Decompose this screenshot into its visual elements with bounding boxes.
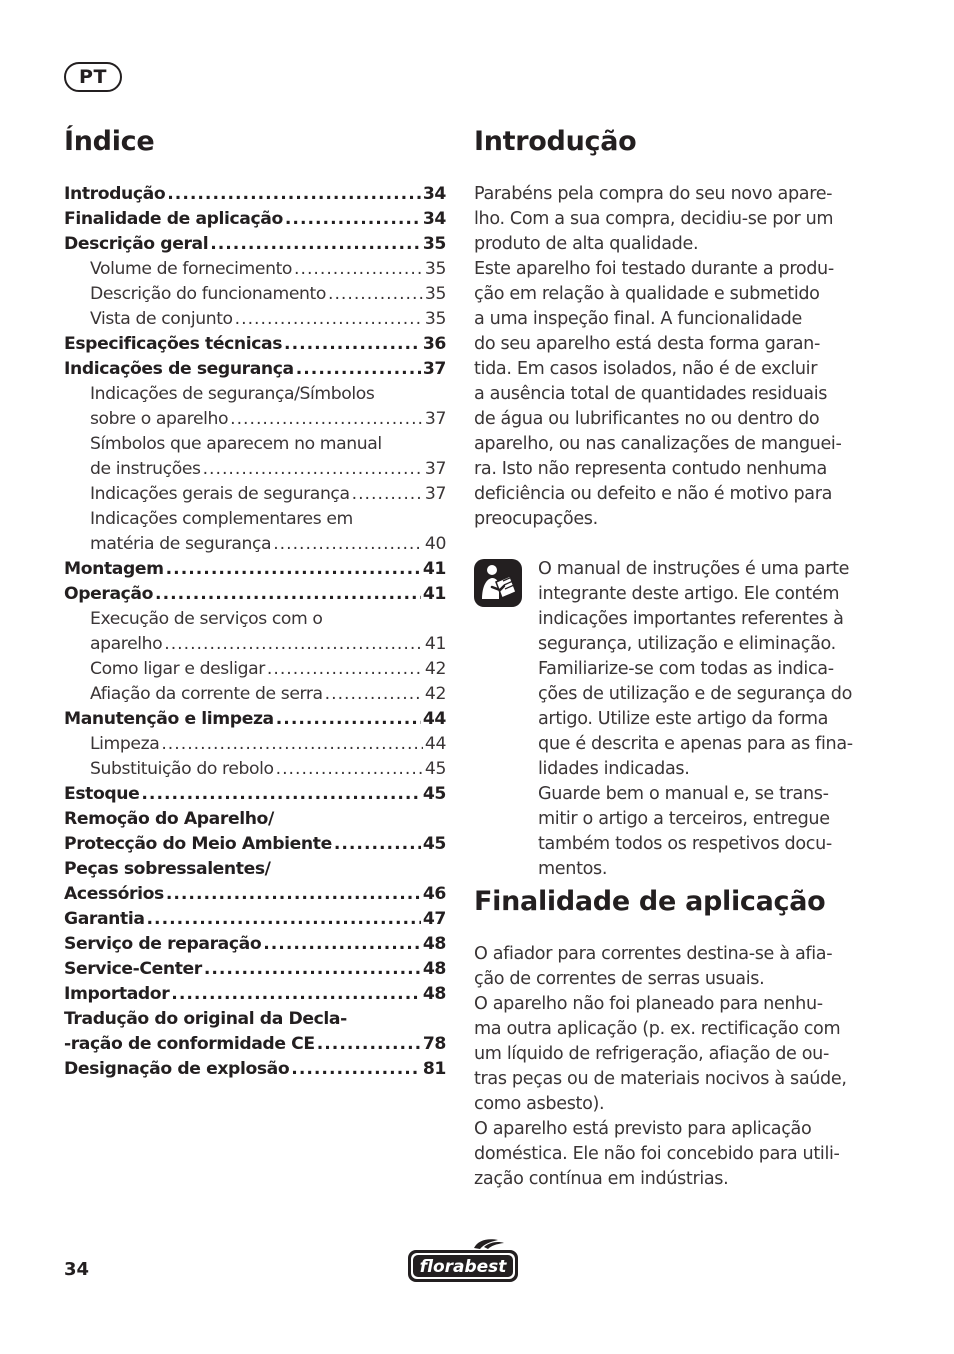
text-line: integrante deste artigo. Ele contém	[538, 584, 840, 604]
toc-entry-title: Acessórios	[64, 884, 164, 904]
toc-entry	[64, 257, 446, 282]
toc-entry	[64, 832, 446, 857]
text-line: O afiador para correntes destina-se à afia-	[474, 944, 833, 964]
toc-entry-page: 37	[422, 359, 446, 379]
toc-leader-dots	[273, 532, 423, 557]
toc-entry-page: 44	[422, 709, 446, 729]
toc-entry-title: aparelho	[90, 634, 163, 654]
text-line: de água ou lubrificantes no ou dentro do	[474, 409, 820, 429]
toc-leader-dots	[230, 407, 423, 432]
toc-entry-page: 47	[422, 909, 446, 929]
language-badge: PT	[64, 62, 122, 92]
toc-leader-dots	[147, 907, 421, 932]
toc-entry	[64, 782, 446, 807]
toc-entry	[64, 807, 446, 832]
toc-list	[64, 182, 446, 1082]
toc-entry-title: Indicações de segurança/Símbolos	[90, 384, 375, 404]
toc-leader-dots	[171, 982, 421, 1007]
toc-leader-dots	[285, 207, 421, 232]
text-line: ção em relação à qualidade e submetido	[474, 284, 820, 304]
content-column	[474, 122, 894, 1192]
page-number: 34	[64, 1259, 90, 1280]
text-line: tida. Em casos isolados, não é de excluir	[474, 359, 818, 379]
text-line: tras peças ou de materiais nocivos à saúde,	[474, 1069, 847, 1089]
toc-entry-title: Protecção do Meio Ambiente	[64, 834, 332, 854]
text-line: ra. Isto não representa contudo nenhuma	[474, 459, 827, 479]
text-line: mitir o artigo a terceiros, entregue	[538, 809, 830, 829]
toc-entry	[64, 507, 446, 532]
toc-entry-title: Limpeza	[90, 734, 160, 754]
toc-leader-dots	[210, 232, 421, 257]
toc-entry	[64, 232, 446, 257]
toc-entry	[64, 557, 446, 582]
toc-entry-title: Vista de conjunto	[90, 309, 233, 329]
toc-entry	[64, 307, 446, 332]
toc-entry-title: Manutenção e limpeza	[64, 709, 274, 729]
toc-leader-dots	[276, 707, 421, 732]
toc-entry-title: Descrição do funcionamento	[90, 284, 326, 304]
toc-entry-page: 48	[422, 984, 446, 1004]
toc-entry-page: 37	[424, 409, 446, 429]
toc-entry	[64, 332, 446, 357]
toc-entry-page: 35	[422, 234, 446, 254]
toc-leader-dots	[284, 332, 421, 357]
toc-leader-dots	[328, 282, 423, 307]
toc-leader-dots	[276, 757, 423, 782]
toc-leader-dots	[294, 257, 423, 282]
toc-entry-page: 35	[424, 259, 446, 279]
toc-entry	[64, 657, 446, 682]
manual-notice	[474, 557, 894, 882]
toc-leader-dots	[167, 182, 421, 207]
toc-entry-title: Afiação da corrente de serra	[90, 684, 323, 704]
toc-entry-title: Símbolos que aparecem no manual	[90, 434, 382, 454]
text-line: O manual de instruções é uma parte	[538, 559, 850, 579]
toc-entry-page: 42	[424, 684, 446, 704]
toc-entry	[64, 957, 446, 982]
text-line: indicações importantes referentes à	[538, 609, 844, 629]
toc-entry	[64, 482, 446, 507]
text-line: que é descrita e apenas para as fina-	[538, 734, 853, 754]
toc-entry	[64, 1007, 446, 1032]
toc-leader-dots	[334, 832, 421, 857]
text-line: Guarde bem o manual e, se trans-	[538, 784, 829, 804]
toc-leader-dots	[291, 1057, 421, 1082]
toc-entry-page: 34	[422, 184, 446, 204]
toc-entry	[64, 857, 446, 882]
text-line: O aparelho não foi planeado para nenhu-	[474, 994, 823, 1014]
toc-column	[64, 122, 446, 1082]
text-line: zação contínua em indústrias.	[474, 1169, 729, 1189]
toc-title: Índice	[64, 126, 155, 157]
toc-entry	[64, 457, 446, 482]
toc-entry-title: de instruções	[90, 459, 201, 479]
toc-entry	[64, 932, 446, 957]
toc-entry-page: 48	[422, 959, 446, 979]
toc-entry-page: 35	[424, 309, 446, 329]
toc-leader-dots	[203, 457, 423, 482]
toc-entry	[64, 357, 446, 382]
toc-entry	[64, 882, 446, 907]
toc-entry-title: Remoção do Aparelho/	[64, 809, 274, 829]
toc-entry	[64, 432, 446, 457]
toc-entry-page: 78	[422, 1034, 446, 1054]
toc-entry-title: Indicações de segurança	[64, 359, 294, 379]
toc-entry-title: Introdução	[64, 184, 166, 204]
toc-entry	[64, 382, 446, 407]
text-line: a uma inspeção final. A funcionalidade	[474, 309, 802, 329]
text-line: do seu aparelho está desta forma garan-	[474, 334, 820, 354]
text-line: produto de alta qualidade.	[474, 234, 699, 254]
toc-entry-title: Montagem	[64, 559, 164, 579]
toc-entry	[64, 607, 446, 632]
toc-entry-page: 36	[422, 334, 446, 354]
toc-entry-page: 35	[424, 284, 446, 304]
text-line: Familiarize-se com todas as indica-	[538, 659, 834, 679]
toc-entry-title: Especificações técnicas	[64, 334, 283, 354]
toc-entry	[64, 707, 446, 732]
toc-entry	[64, 182, 446, 207]
toc-entry-page: 41	[422, 584, 446, 604]
toc-entry-title: Substituição do rebolo	[90, 759, 274, 779]
toc-entry-page: 41	[424, 634, 446, 654]
text-line: Este aparelho foi testado durante a produ-	[474, 259, 834, 279]
text-line: lidades indicadas.	[538, 759, 690, 779]
text-line: doméstica. Ele não foi concebido para utili-	[474, 1144, 840, 1164]
text-line: aparelho, ou nas canalizações de manguei-	[474, 434, 842, 454]
toc-entry-page: 45	[422, 784, 446, 804]
text-line: mentos.	[538, 859, 608, 879]
toc-entry-page: 42	[424, 659, 446, 679]
read-manual-icon	[474, 559, 522, 607]
toc-entry-title: Estoque	[64, 784, 140, 804]
toc-entry-title: Como ligar e desligar	[90, 659, 265, 679]
text-line: artigo. Utilize este artigo da forma	[538, 709, 829, 729]
text-line: deficiência ou defeito e não é motivo para	[474, 484, 833, 504]
toc-leader-dots	[204, 957, 421, 982]
toc-entry-title: Tradução do original da Decla-	[64, 1009, 347, 1029]
toc-entry-title: Service-Center	[64, 959, 202, 979]
toc-entry-title: Designação de explosão	[64, 1059, 290, 1079]
toc-entry	[64, 982, 446, 1007]
toc-entry-page: 81	[422, 1059, 446, 1079]
toc-leader-dots	[296, 357, 421, 382]
toc-entry-title: -ração de conformidade CE	[64, 1034, 315, 1054]
toc-entry	[64, 207, 446, 232]
text-line: ção de correntes de serras usuais.	[474, 969, 765, 989]
svg-text:florabest: florabest	[419, 1257, 507, 1277]
toc-entry-title: sobre o aparelho	[90, 409, 229, 429]
toc-leader-dots	[141, 782, 420, 807]
toc-entry-title: Descrição geral	[64, 234, 209, 254]
toc-entry	[64, 632, 446, 657]
toc-entry-title: Garantia	[64, 909, 145, 929]
toc-entry-page: 34	[422, 209, 446, 229]
toc-entry-page: 41	[422, 559, 446, 579]
toc-leader-dots	[352, 482, 423, 507]
notice-text	[538, 557, 894, 882]
toc-entry-title: matéria de segurança	[90, 534, 272, 554]
florabest-logo	[406, 1238, 520, 1284]
toc-leader-dots	[263, 932, 421, 957]
toc-entry	[64, 907, 446, 932]
text-line: ma outra aplicação (p. ex. rectificação com	[474, 1019, 841, 1039]
toc-entry-title: Finalidade de aplicação	[64, 209, 283, 229]
toc-entry-title: Serviço de reparação	[64, 934, 262, 954]
toc-entry	[64, 682, 446, 707]
purpose-paragraph	[474, 942, 894, 1192]
toc-entry	[64, 732, 446, 757]
intro-paragraph	[474, 182, 894, 532]
toc-leader-dots	[235, 307, 423, 332]
toc-entry-page: 37	[424, 484, 446, 504]
toc-leader-dots	[317, 1032, 421, 1057]
toc-entry	[64, 407, 446, 432]
text-line: ções de utilização e de segurança do	[538, 684, 853, 704]
text-line: um líquido de refrigeração, afiação de ou-	[474, 1044, 829, 1064]
text-line: lho. Com a sua compra, decidiu-se por um	[474, 209, 834, 229]
toc-entry	[64, 1032, 446, 1057]
toc-leader-dots	[166, 557, 421, 582]
text-line: como asbesto).	[474, 1094, 605, 1114]
toc-entry-page: 40	[424, 534, 446, 554]
toc-entry-title: Peças sobressalentes/	[64, 859, 271, 879]
toc-entry-page: 44	[424, 734, 446, 754]
toc-entry-page: 48	[422, 934, 446, 954]
text-line: preocupações.	[474, 509, 598, 529]
toc-leader-dots	[164, 632, 423, 657]
toc-leader-dots	[161, 732, 423, 757]
toc-entry-title: Indicações complementares em	[90, 509, 353, 529]
toc-entry-page: 46	[422, 884, 446, 904]
text-line: O aparelho está previsto para aplicação	[474, 1119, 812, 1139]
intro-heading: Introdução	[474, 126, 637, 157]
toc-entry-title: Execução de serviços com o	[90, 609, 323, 629]
toc-entry-page: 45	[424, 759, 446, 779]
toc-entry-title: Volume de fornecimento	[90, 259, 293, 279]
text-line: Parabéns pela compra do seu novo apare-	[474, 184, 833, 204]
toc-entry-title: Operação	[64, 584, 154, 604]
toc-leader-dots	[267, 657, 423, 682]
toc-leader-dots	[166, 882, 421, 907]
text-line: também todos os respetivos docu-	[538, 834, 832, 854]
toc-entry-page: 37	[424, 459, 446, 479]
toc-entry-page: 45	[422, 834, 446, 854]
toc-entry	[64, 282, 446, 307]
toc-entry	[64, 532, 446, 557]
toc-entry	[64, 1057, 446, 1082]
text-line: segurança, utilização e eliminação.	[538, 634, 836, 654]
toc-leader-dots	[325, 682, 423, 707]
purpose-heading: Finalidade de aplicação	[474, 886, 826, 917]
toc-entry-title: Importador	[64, 984, 170, 1004]
text-line: a ausência total de quantidades residuais	[474, 384, 828, 404]
toc-entry	[64, 757, 446, 782]
toc-entry	[64, 582, 446, 607]
toc-entry-title: Indicações gerais de segurança	[90, 484, 350, 504]
toc-leader-dots	[155, 582, 421, 607]
